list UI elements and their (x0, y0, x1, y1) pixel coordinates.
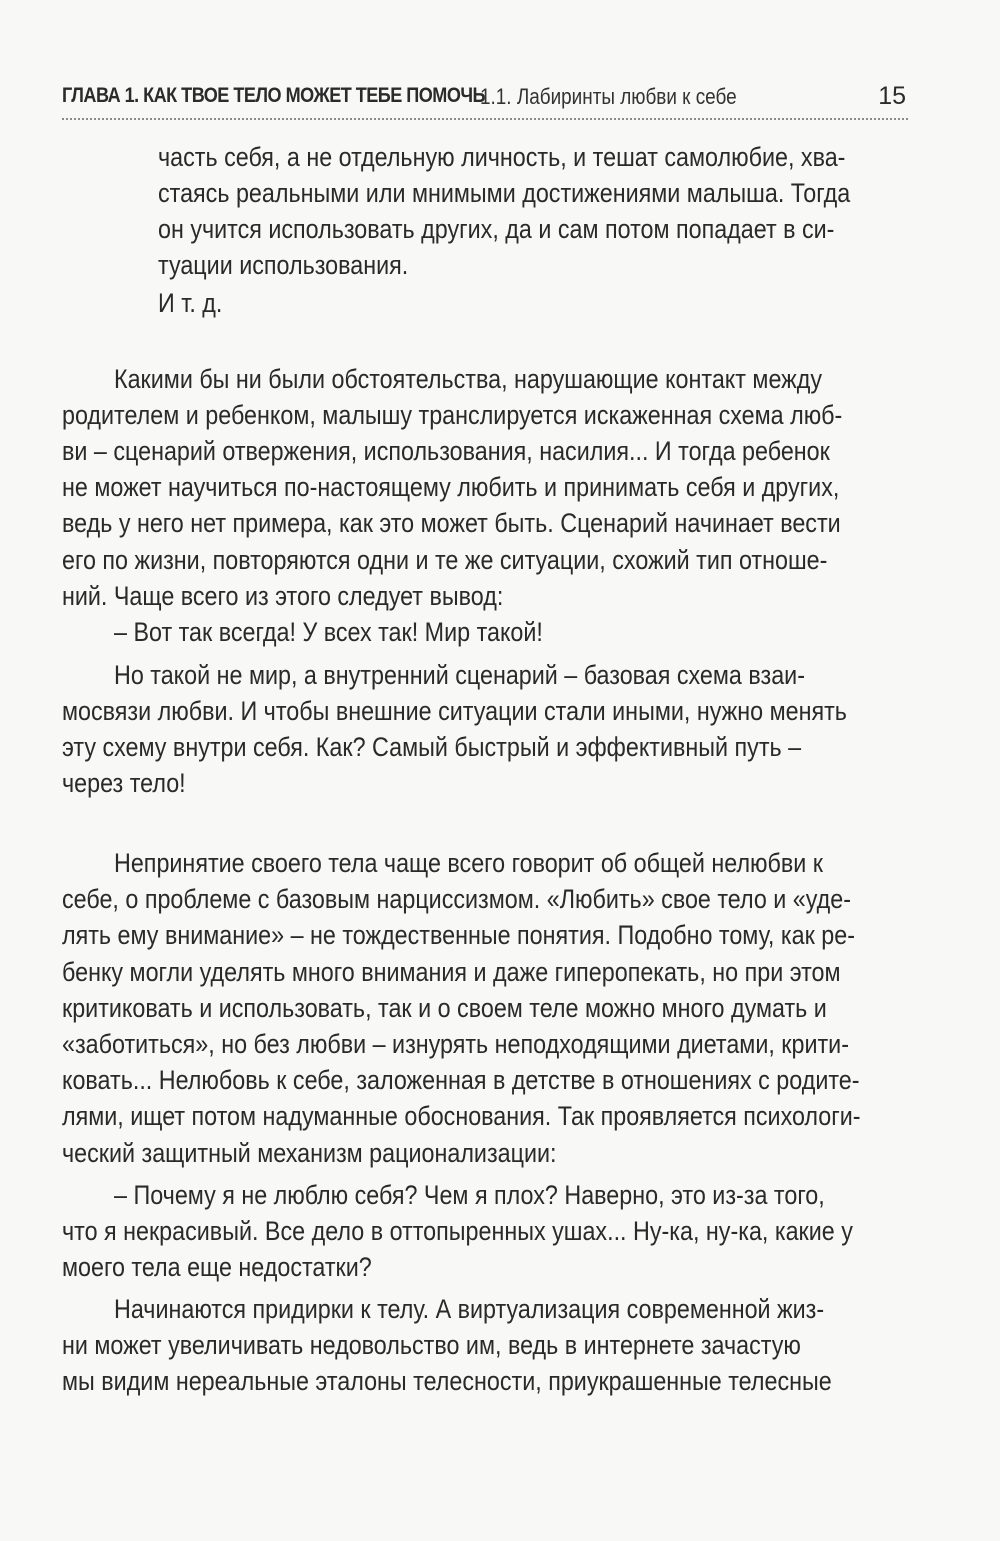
text-line: через тело! (62, 768, 186, 798)
text-line: моего тела еще недостатки? (62, 1252, 372, 1282)
text-line: Какими бы ни были обстоятельства, нарушающие контакт между (114, 364, 823, 394)
running-header (62, 82, 908, 120)
text-line: лями, ищет потом надуманные обоснования. Так проявляется психологи- (62, 1101, 861, 1131)
text-line: ний. Чаще всего из этого следует вывод: (62, 581, 504, 611)
text-line: бенку могли уделять много внимания и даже гиперопекать, но при этом (62, 957, 841, 987)
text-line: он учится использовать других, да и сам потом попадает в си- (158, 214, 835, 244)
text-line: стаясь реальными или мнимыми достижениями малыша. Тогда (158, 178, 851, 208)
text-line: – Почему я не люблю себя? Чем я плох? Наверно, это из-за того, (114, 1180, 825, 1210)
text-line: ведь у него нет примера, как это может быть. Сценарий начинает вести (62, 508, 841, 538)
section-title: 1.1. Лабиринты любви к себе (480, 84, 737, 109)
text-line: – Вот так всегда! У всех так! Мир такой! (114, 617, 543, 647)
text-line: «заботиться», но без любви – изнурять неподходящими диетами, крити- (62, 1029, 849, 1059)
text-line: И т. д. (158, 288, 223, 318)
text-line: что я некрасивый. Все дело в оттопыренных ушах... Ну-ка, ну-ка, какие у (62, 1216, 853, 1246)
text-line: лять ему внимание» – не тождественные понятия. Подобно тому, как ре- (62, 920, 855, 950)
text-line: родителем и ребенком, малышу транслируется искаженная схема люб- (62, 400, 843, 430)
text-line: его по жизни, повторяются одни и те же ситуации, схожий тип отноше- (62, 545, 828, 575)
text-line: Начинаются придирки к телу. А виртуализация современной жиз- (114, 1294, 825, 1324)
text-line: не может научиться по-настоящему любить и принимать себя и других, (62, 472, 840, 502)
text-line: себе, о проблеме с базовым нарциссизмом. «Любить» свое тело и «уде- (62, 884, 852, 914)
text-line: мы видим нереальные эталоны телесности, приукрашенные телесные (62, 1366, 832, 1396)
text-line: ковать... Нелюбовь к себе, заложенная в детстве в отношениях с родите- (62, 1065, 860, 1095)
text-line: Непринятие своего тела чаще всего говорит об общей нелюбви к (114, 848, 824, 878)
text-line: часть себя, а не отдельную личность, и тешат самолюбие, хва- (158, 142, 846, 172)
text-line: ни может увеличивать недовольство им, ведь в интернете зачастую (62, 1330, 801, 1360)
text-line: ческий защитный механизм рационализации: (62, 1138, 557, 1168)
text-line: мосвязи любви. И чтобы внешние ситуации стали иными, нужно менять (62, 696, 847, 726)
text-line: критиковать и использовать, так и о своем теле можно много думать и (62, 993, 827, 1023)
text-line: эту схему внутри себя. Как? Самый быстрый и эффективный путь – (62, 732, 802, 762)
text-line: ви – сценарий отвержения, использования, насилия... И тогда ребенок (62, 436, 830, 466)
chapter-title: ГЛАВА 1. КАК ТВОЕ ТЕЛО МОЖЕТ ТЕБЕ ПОМОЧЬ (62, 84, 485, 107)
page-number: 15 (878, 82, 906, 110)
text-line: туации использования. (158, 250, 409, 280)
text-line: Но такой не мир, а внутренний сценарий – базовая схема взаи- (114, 660, 805, 690)
